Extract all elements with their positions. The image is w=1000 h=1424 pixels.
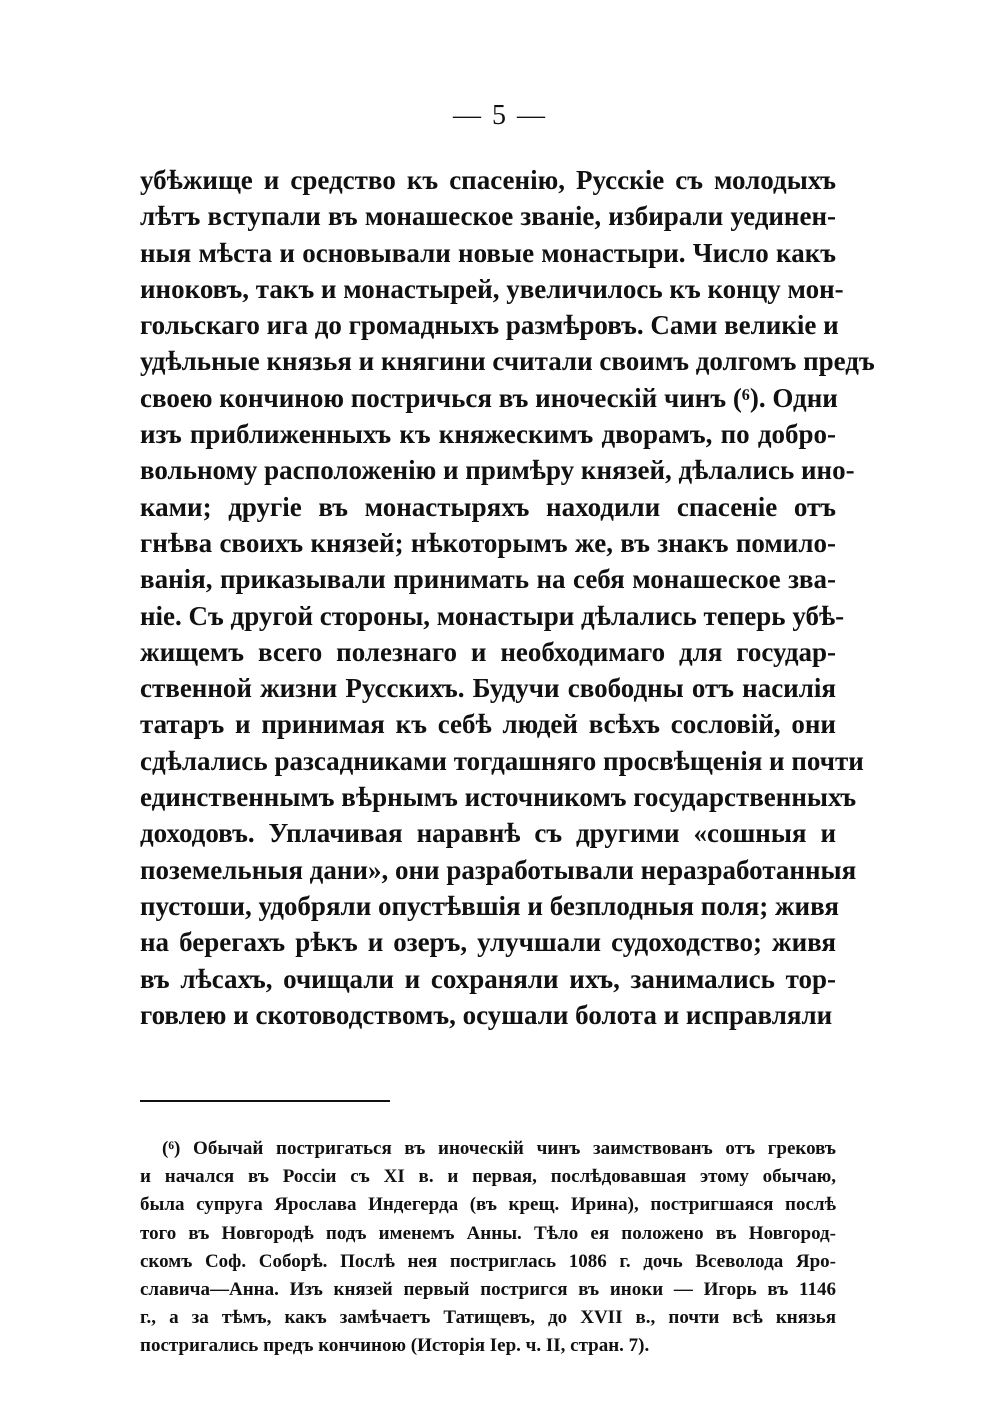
body-line: удѣльные князья и княгини считали своимъ долгомъ предъ	[140, 346, 875, 377]
footnote-line: славича—Анна. Изъ князей первый постригся въ иноки — Игорь въ 1146	[140, 1279, 836, 1301]
body-line: на берегахъ рѣкъ и озеръ, улучшали судоходство; живя	[140, 927, 836, 958]
body-line: жищемъ всего полезнаго и необходимаго для государ-	[140, 636, 836, 667]
page-number: — 5 —	[453, 100, 547, 131]
body-line: гольскаго ига до громадныхъ размѣровъ. Сами великіе и	[140, 310, 839, 341]
footnote-divider	[140, 1100, 390, 1102]
body-line: доходовъ. Уплачивая наравнѣ съ другими «сошныя и	[140, 818, 836, 849]
footnote-line: скомъ Соф. Соборѣ. Послѣ нея постриглась 1086 г. дочь Всеволода Яро-	[140, 1250, 836, 1272]
body-line: ніе. Съ другой стороны, монастыри дѣлались теперь убѣ-	[140, 600, 845, 631]
body-line: ками; другіе въ монастыряхъ находили спасеніе отъ	[140, 491, 836, 522]
footnote-line: (⁶) Обычай постригаться въ иноческій чинъ заимствованъ отъ грековъ	[162, 1138, 836, 1159]
body-line: лѣтъ вступали въ монашеское званіе, избирали уединен-	[140, 201, 836, 232]
body-line: поземельныя дани», они разработывали неразработанныя	[140, 854, 857, 885]
body-line: своею кончиною постричься въ иноческій чинъ (⁶). Одни	[140, 382, 838, 413]
body-line: пустоши, удобряли опустѣвшія и безплодныя поля; живя	[140, 890, 839, 921]
body-line: татаръ и принимая къ себѣ людей всѣхъ сословій, они	[140, 709, 836, 740]
body-line: ственной жизни Русскихъ. Будучи свободны отъ насилія	[140, 673, 836, 704]
body-line: изъ приближенныхъ къ княжескимъ дворамъ, по добро-	[140, 419, 836, 450]
footnote-line: г., а за тѣмъ, какъ замѣчаетъ Татищевъ, до XVII в., почти всѣ князья	[140, 1307, 836, 1329]
footnote-line: была супруга Ярослава Индегерда (въ крещ. Ирина), постригшаяся послѣ	[140, 1194, 836, 1216]
footnote-line: постригались предъ кончиною (Исторія Іер. ч. II, стран. 7).	[140, 1335, 650, 1357]
body-line: единственнымъ вѣрнымъ источникомъ государственныхъ	[140, 782, 857, 813]
main-text	[140, 162, 875, 1033]
body-line: говлею и скотоводствомъ, осушали болота и исправляли	[140, 999, 833, 1030]
body-line: въ лѣсахъ, очищали и сохраняли ихъ, занимались тор-	[140, 963, 836, 994]
footnote-line: того въ Новгородѣ подъ именемъ Анны. Тѣло ея положено въ Новгород-	[140, 1222, 836, 1244]
body-line: убѣжище и средство къ спасенію, Русскіе съ молодыхъ	[140, 165, 836, 195]
body-line: гнѣва своихъ князей; нѣкоторымъ же, въ знакъ помило-	[140, 527, 836, 558]
body-line: ванія, приказывали принимать на себя монашеское зва-	[140, 564, 836, 595]
footnote	[140, 1135, 836, 1361]
footnote-line: и начался въ Россіи съ XI в. и первая, послѣдовавшая этому обычаю,	[140, 1166, 836, 1188]
body-line: иноковъ, такъ и монастырей, увеличилось къ концу мон-	[140, 273, 844, 304]
body-line: сдѣлались разсадниками тогдашняго просвѣщенія и почти	[140, 745, 864, 776]
body-line: ныя мѣста и основывали новые монастыри. Число какъ	[140, 237, 836, 268]
body-line: вольному расположенію и примѣру князей, дѣлались ино-	[140, 455, 855, 486]
